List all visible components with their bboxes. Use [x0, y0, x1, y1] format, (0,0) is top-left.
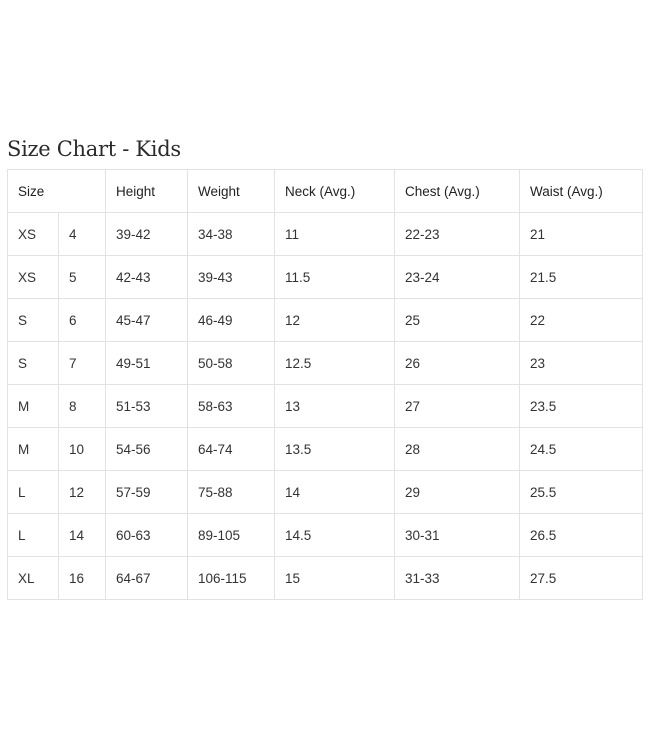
cell-size: XL	[8, 557, 59, 600]
cell-waist: 21	[520, 213, 643, 256]
header-waist: Waist (Avg.)	[520, 170, 643, 213]
cell-neck: 14.5	[275, 514, 395, 557]
cell-neck: 15	[275, 557, 395, 600]
cell-neck: 13.5	[275, 428, 395, 471]
cell-height: 39-42	[106, 213, 188, 256]
cell-number: 10	[59, 428, 106, 471]
page-title: Size Chart - Kids	[7, 137, 181, 161]
cell-neck: 12	[275, 299, 395, 342]
cell-weight: 58-63	[188, 385, 275, 428]
cell-chest: 29	[395, 471, 520, 514]
cell-chest: 26	[395, 342, 520, 385]
cell-number: 6	[59, 299, 106, 342]
cell-height: 64-67	[106, 557, 188, 600]
table-row	[8, 256, 643, 299]
cell-height: 51-53	[106, 385, 188, 428]
cell-chest: 31-33	[395, 557, 520, 600]
cell-neck: 11.5	[275, 256, 395, 299]
cell-waist: 22	[520, 299, 643, 342]
cell-neck: 12.5	[275, 342, 395, 385]
cell-number: 14	[59, 514, 106, 557]
cell-number: 12	[59, 471, 106, 514]
cell-chest: 28	[395, 428, 520, 471]
cell-weight: 34-38	[188, 213, 275, 256]
size-chart-table	[7, 169, 643, 600]
table-row	[8, 385, 643, 428]
cell-number: 7	[59, 342, 106, 385]
table-row	[8, 514, 643, 557]
cell-number: 5	[59, 256, 106, 299]
table-row	[8, 299, 643, 342]
cell-weight: 89-105	[188, 514, 275, 557]
cell-size: XS	[8, 256, 59, 299]
cell-waist: 24.5	[520, 428, 643, 471]
cell-chest: 30-31	[395, 514, 520, 557]
cell-waist: 21.5	[520, 256, 643, 299]
cell-height: 54-56	[106, 428, 188, 471]
header-size: Size	[8, 170, 106, 213]
cell-weight: 106-115	[188, 557, 275, 600]
cell-neck: 13	[275, 385, 395, 428]
header-chest: Chest (Avg.)	[395, 170, 520, 213]
cell-weight: 75-88	[188, 471, 275, 514]
cell-weight: 64-74	[188, 428, 275, 471]
cell-size: S	[8, 299, 59, 342]
cell-height: 42-43	[106, 256, 188, 299]
cell-height: 57-59	[106, 471, 188, 514]
cell-weight: 50-58	[188, 342, 275, 385]
cell-chest: 25	[395, 299, 520, 342]
table-row	[8, 342, 643, 385]
cell-size: M	[8, 428, 59, 471]
header-height: Height	[106, 170, 188, 213]
table-row	[8, 213, 643, 256]
table-row	[8, 428, 643, 471]
cell-size: L	[8, 471, 59, 514]
cell-number: 4	[59, 213, 106, 256]
cell-size: S	[8, 342, 59, 385]
table-header-row	[8, 170, 643, 213]
cell-neck: 14	[275, 471, 395, 514]
cell-height: 49-51	[106, 342, 188, 385]
cell-waist: 23	[520, 342, 643, 385]
cell-neck: 11	[275, 213, 395, 256]
cell-number: 16	[59, 557, 106, 600]
cell-chest: 22-23	[395, 213, 520, 256]
cell-waist: 25.5	[520, 471, 643, 514]
header-weight: Weight	[188, 170, 275, 213]
header-neck: Neck (Avg.)	[275, 170, 395, 213]
cell-size: XS	[8, 213, 59, 256]
cell-height: 60-63	[106, 514, 188, 557]
cell-waist: 27.5	[520, 557, 643, 600]
cell-number: 8	[59, 385, 106, 428]
table-row	[8, 557, 643, 600]
cell-waist: 26.5	[520, 514, 643, 557]
cell-height: 45-47	[106, 299, 188, 342]
cell-size: L	[8, 514, 59, 557]
table-row	[8, 471, 643, 514]
cell-chest: 27	[395, 385, 520, 428]
cell-chest: 23-24	[395, 256, 520, 299]
cell-size: M	[8, 385, 59, 428]
cell-waist: 23.5	[520, 385, 643, 428]
cell-weight: 39-43	[188, 256, 275, 299]
cell-weight: 46-49	[188, 299, 275, 342]
